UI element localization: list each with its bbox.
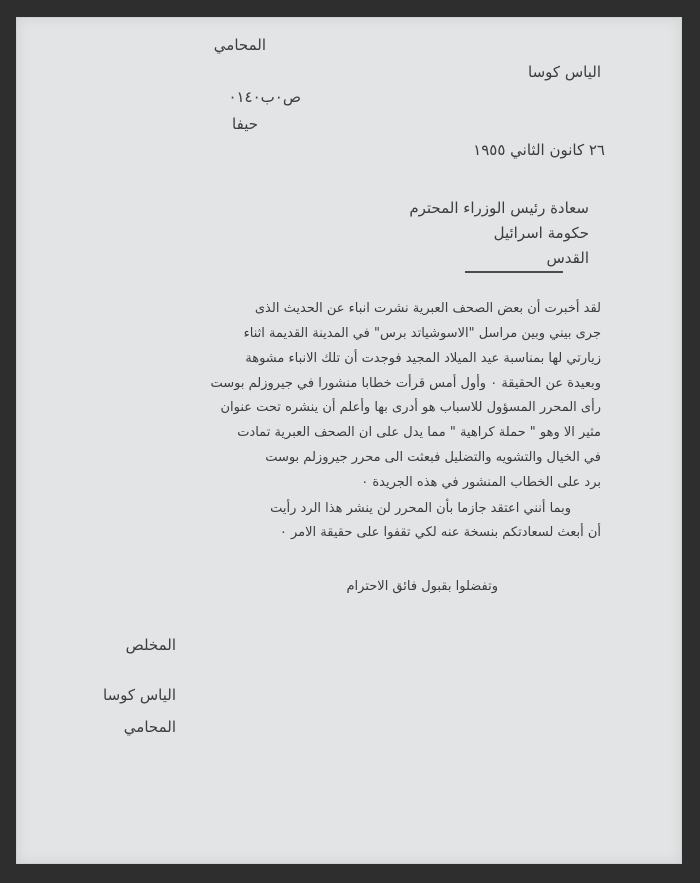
signature-name: الياس كوسا <box>103 686 176 704</box>
recipient-line3: القدس <box>546 249 589 267</box>
letter-page <box>16 17 682 864</box>
sender-po-box: ص٠ب٠١٤٠ <box>228 88 301 106</box>
body-p2-line2: أن أبعث لسعادتكم بنسخة عنه لكي تقفوا على حقيقة الامر ٠ <box>279 525 601 540</box>
recipient-underline <box>465 271 563 273</box>
body-p1-line6: مثير الا وهو " حملة كراهية " مما يدل على ان الصحف العبرية تمادت <box>237 425 601 440</box>
letter-date: ٢٦ كانون الثاني ١٩٥٥ <box>473 141 605 159</box>
sender-title: المحامي <box>213 36 266 54</box>
body-p1-line8: برد على الخطاب المنشور في هذه الجريدة ٠ <box>361 475 601 490</box>
sender-city: حيفا <box>232 115 258 133</box>
sender-name: الياس كوسا <box>528 63 601 81</box>
body-p1-line2: جرى بيني وبين مراسل "الاسوشياتد برس" في المدينة القديمة اثناء <box>243 326 601 341</box>
signature-label: المخلص <box>125 636 176 654</box>
body-p1-line1: لقد أخبرت أن بعض الصحف العبرية نشرت انباء عن الحديث الذى <box>254 301 601 316</box>
body-p1-line5: رأى المحرر المسؤول للاسباب هو أدرى بها وأعلم أن ينشره تحت عنوان <box>220 400 601 415</box>
body-p1-line7: في الخيال والتشويه والتضليل فبعثت الى محرر جيروزلم بوست <box>265 450 601 465</box>
recipient-line1: سعادة رئيس الوزراء المحترم <box>409 199 589 217</box>
body-p2-line1: وبما أنني اعتقد جازما بأن المحرر لن ينشر هذا الرد رأيت <box>270 501 571 516</box>
closing-line: وتفضلوا بقبول فائق الاحترام <box>346 579 498 594</box>
body-p1-line4: وبعيدة عن الحقيقة ٠ وأول أمس قرأت خطابا منشورا في جيروزلم بوست <box>210 376 601 391</box>
recipient-line2: حكومة اسرائيل <box>493 224 589 242</box>
signature-title: المحامي <box>123 718 176 736</box>
body-p1-line3: زيارتي لها بمناسبة عيد الميلاد المجيد فوجدت أن تلك الانباء مشوهة <box>245 351 601 366</box>
